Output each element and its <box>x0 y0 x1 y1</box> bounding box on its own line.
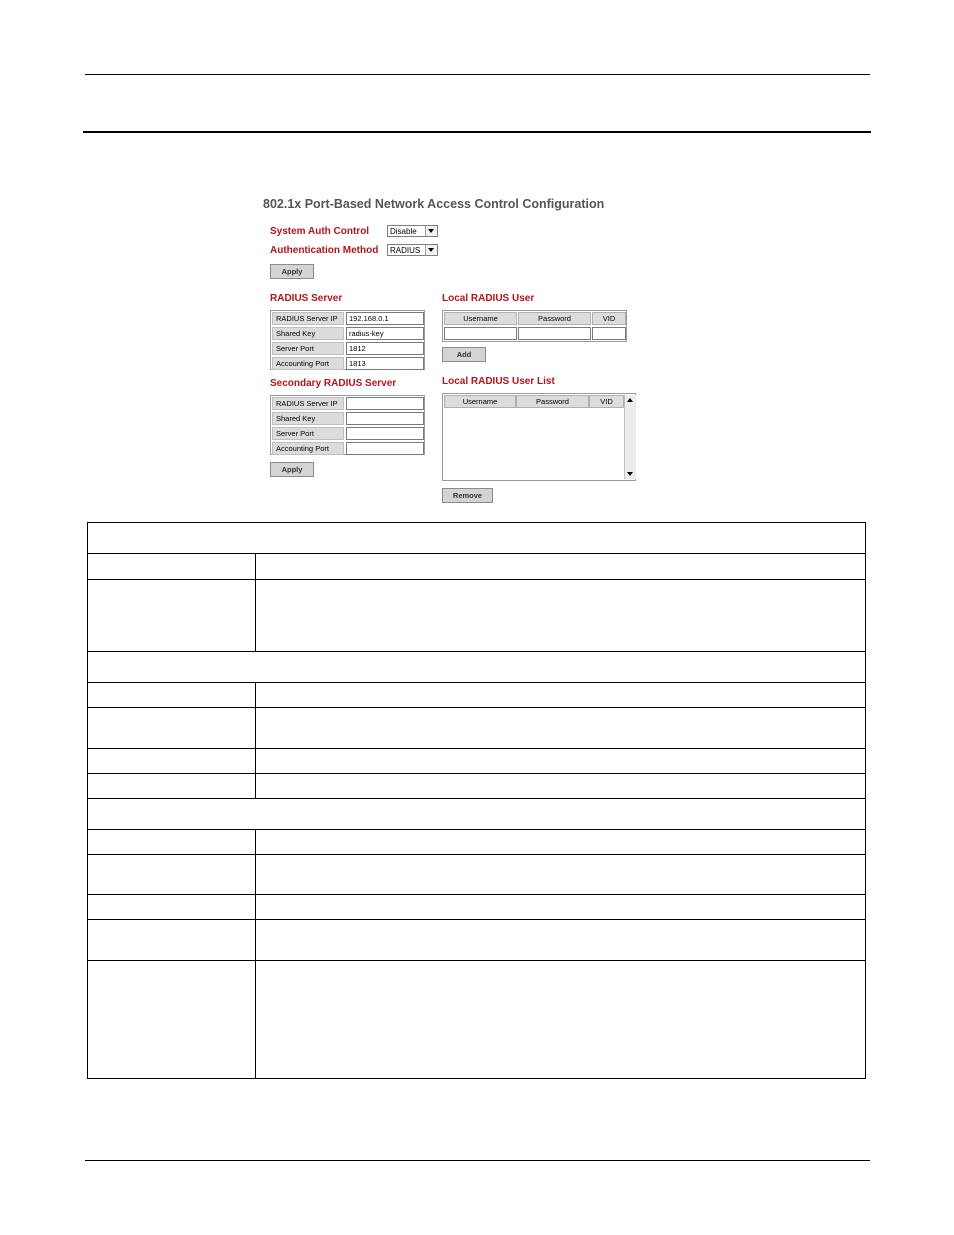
radius-server-form <box>270 310 425 370</box>
accounting-port-input[interactable]: 1813 <box>346 357 424 370</box>
system-auth-control-select[interactable]: Disable <box>387 225 438 237</box>
list-vid-column-header: VID <box>589 395 624 408</box>
table-rule <box>88 651 865 652</box>
table-rule <box>88 960 865 961</box>
section-rule <box>83 131 871 133</box>
list-password-column-header: Password <box>516 395 589 408</box>
table-column-rule <box>255 829 256 1079</box>
shared-key-label: Shared Key <box>272 327 344 340</box>
table-rule <box>88 682 865 683</box>
secondary-radius-server-ip-input[interactable] <box>346 397 424 410</box>
secondary-server-port-input[interactable] <box>346 427 424 440</box>
secondary-shared-key-input[interactable] <box>346 412 424 425</box>
add-button[interactable]: Add <box>442 347 486 362</box>
accounting-port-label: Accounting Port <box>272 357 344 370</box>
page-title: 802.1x Port-Based Network Access Control Configuration <box>263 197 605 211</box>
radius-server-ip-label: RADIUS Server IP <box>272 312 344 325</box>
local-radius-user-title: Local RADIUS User <box>442 293 535 304</box>
radius-server-ip-input[interactable]: 192.168.0.1 <box>346 312 424 325</box>
secondary-server-port-label: Server Port <box>272 427 344 440</box>
table-rule <box>88 798 865 799</box>
chevron-down-icon <box>425 226 437 236</box>
list-scrollbar[interactable] <box>624 395 636 479</box>
table-rule <box>88 748 865 749</box>
local-radius-user-list-title: Local RADIUS User List <box>442 376 555 387</box>
username-input[interactable] <box>444 327 517 340</box>
vid-input[interactable] <box>592 327 626 340</box>
username-column-header: Username <box>444 312 517 325</box>
table-rule <box>88 894 865 895</box>
table-rule <box>88 854 865 855</box>
local-radius-user-form <box>442 310 627 342</box>
secondary-radius-server-title: Secondary RADIUS Server <box>270 378 397 389</box>
list-username-column-header: Username <box>444 395 516 408</box>
table-rule <box>88 707 865 708</box>
scroll-down-icon[interactable] <box>627 472 633 476</box>
radius-server-title: RADIUS Server <box>270 293 343 304</box>
server-port-input[interactable]: 1812 <box>346 342 424 355</box>
shared-key-input[interactable]: radius-key <box>346 327 424 340</box>
table-rule <box>88 773 865 774</box>
authentication-method-label: Authentication Method <box>270 245 379 256</box>
local-radius-user-list[interactable] <box>442 393 636 481</box>
secondary-accounting-port-input[interactable] <box>346 442 424 455</box>
scroll-up-icon[interactable] <box>627 398 633 402</box>
server-port-label: Server Port <box>272 342 344 355</box>
table-column-rule <box>255 682 256 798</box>
chevron-down-icon <box>425 245 437 255</box>
description-table <box>87 522 866 1079</box>
system-auth-control-label: System Auth Control <box>270 226 370 237</box>
header-rule <box>85 74 870 75</box>
table-rule <box>88 829 865 830</box>
secondary-shared-key-label: Shared Key <box>272 412 344 425</box>
table-rule <box>88 579 865 580</box>
remove-button[interactable]: Remove <box>442 488 493 503</box>
authentication-method-select[interactable]: RADIUS <box>387 244 438 256</box>
table-rule <box>88 553 865 554</box>
password-column-header: Password <box>518 312 591 325</box>
password-input[interactable] <box>518 327 591 340</box>
secondary-radius-server-ip-label: RADIUS Server IP <box>272 397 344 410</box>
secondary-radius-server-form <box>270 395 425 455</box>
apply-button[interactable]: Apply <box>270 264 314 279</box>
secondary-apply-button[interactable]: Apply <box>270 462 314 477</box>
table-column-rule <box>255 553 256 651</box>
footer-rule <box>85 1160 870 1161</box>
table-rule <box>88 919 865 920</box>
secondary-accounting-port-label: Accounting Port <box>272 442 344 455</box>
vid-column-header: VID <box>592 312 626 325</box>
